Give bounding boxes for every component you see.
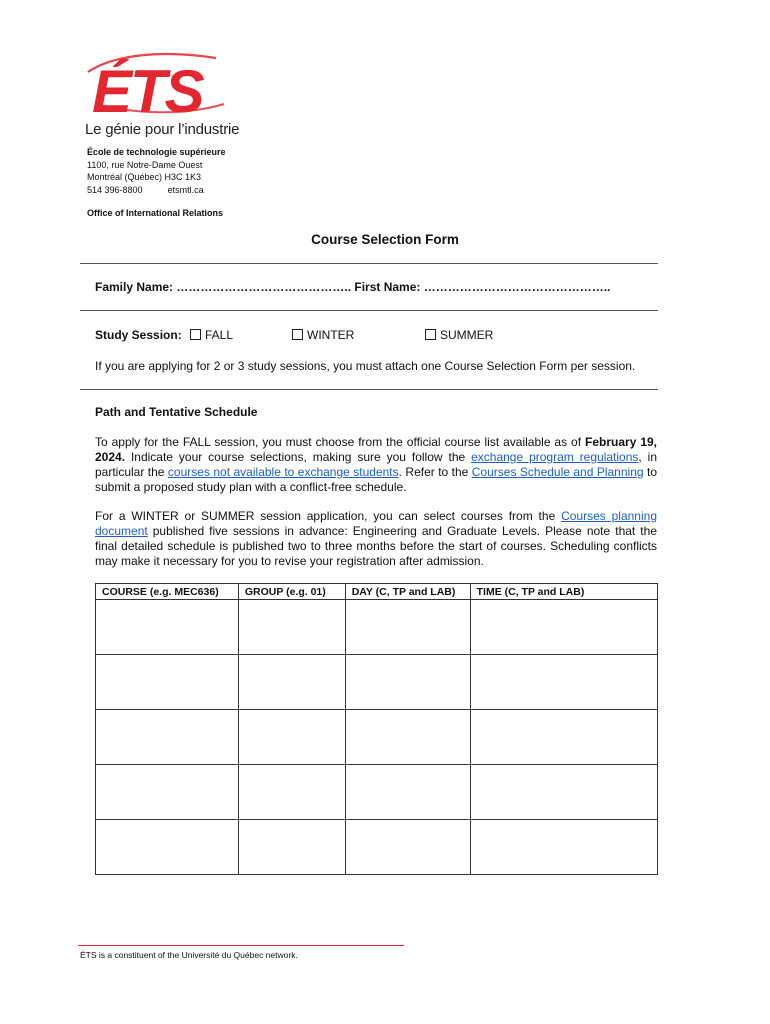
session-option-label: WINTER [307,328,355,342]
time-cell[interactable] [470,655,657,710]
name-line [95,280,610,295]
course-cell[interactable] [96,820,239,875]
day-cell[interactable] [345,655,470,710]
family-name-field[interactable]: Family Name: …………………………………….. [95,280,352,294]
footer-rule [78,945,404,946]
session-label: Study Session: [95,328,182,342]
table-row [96,655,658,710]
text-run: published five sessions in advance: Engineering and Graduate Levels. Please note that the final detailed schedule is published two to three months before the start of courses. Scheduling conflicts may make it necessary for you to revise your registration after admission. [95,524,657,568]
divider [80,263,658,264]
courses-schedule-link[interactable]: Courses Schedule and Planning [471,465,644,479]
school-name: École de technologie supérieure [87,147,226,157]
day-cell[interactable] [345,765,470,820]
session-option-summer[interactable] [425,328,493,343]
table-header-row [96,584,658,600]
table-row [96,765,658,820]
ets-logo-mark [84,44,244,126]
group-cell[interactable] [238,655,345,710]
session-note: If you are applying for 2 or 3 study sessions, you must attach one Course Selection Form per session. [95,359,636,373]
session-option-fall[interactable] [190,328,233,343]
text-run: . Refer to the [398,465,472,479]
column-header-course: COURSE (e.g. MEC636) [96,584,239,600]
day-cell[interactable] [345,820,470,875]
paragraph-winter-summer [95,509,657,569]
divider [80,389,658,390]
checkbox-icon[interactable] [190,329,201,340]
course-cell[interactable] [96,655,239,710]
day-cell[interactable] [345,710,470,765]
checkbox-icon[interactable] [292,329,303,340]
text-run: to submit a proposed study plan with a conflict-free schedule. [95,465,657,494]
session-option-label: SUMMER [440,328,494,342]
time-cell[interactable] [470,600,657,655]
course-cell[interactable] [96,600,239,655]
logo-tagline: Le génie pour l’industrie [85,121,240,138]
session-option-label: FALL [205,328,234,342]
table-row [96,710,658,765]
city-address: Montréal (Québec) H3C 1K3 [87,172,202,182]
column-header-group: GROUP (e.g. 01) [238,584,345,600]
courses-planning-link[interactable]: Courses planning document [95,509,657,538]
text-run: For a WINTER or SUMMER session application, you can select courses from the [95,509,562,523]
address-block [87,146,226,196]
street-address: 1100, rue Notre-Dame Ouest [87,159,203,170]
office-name: Office of International Relations [87,208,224,218]
course-cell[interactable] [96,710,239,765]
time-cell[interactable] [470,710,657,765]
day-cell[interactable] [345,600,470,655]
courses-not-available-link[interactable]: courses not available to exchange students [167,465,399,479]
column-header-time: TIME (C, TP and LAB) [470,584,657,600]
form-title: Course Selection Form [311,232,459,247]
group-cell[interactable] [238,710,345,765]
deadline-date: February 19, 2024. [95,435,657,464]
checkbox-icon[interactable] [425,329,436,340]
paragraph-fall [95,435,657,495]
first-name-field[interactable]: First Name: ……………………………………….. [354,280,611,294]
table-row [96,600,658,655]
phone-number: 514 396-8800 [87,184,143,195]
section-heading: Path and Tentative Schedule [95,405,258,419]
ets-logo [84,44,244,126]
exchange-regulations-link[interactable]: exchange program regulations [471,450,639,464]
logo-wordmark: ÉTS [92,58,203,125]
group-cell[interactable] [238,600,345,655]
time-cell[interactable] [470,820,657,875]
session-option-winter[interactable] [292,328,354,343]
column-header-day: DAY (C, TP and LAB) [345,584,470,600]
time-cell[interactable] [470,765,657,820]
text-run: Indicate your course selections, making sure you follow the [125,450,472,464]
course-cell[interactable] [96,765,239,820]
group-cell[interactable] [238,820,345,875]
table-row [96,820,658,875]
website[interactable]: etsmtl.ca [167,184,204,195]
footer-note: ÉTS is a constituent of the Université du Québec network. [80,950,298,960]
course-table [95,583,658,875]
divider [80,310,658,311]
contact-line [87,184,226,197]
text-run: , in particular the [95,450,657,479]
text-run: To apply for the FALL session, you must choose from the official course list available as of [95,435,586,449]
group-cell[interactable] [238,765,345,820]
